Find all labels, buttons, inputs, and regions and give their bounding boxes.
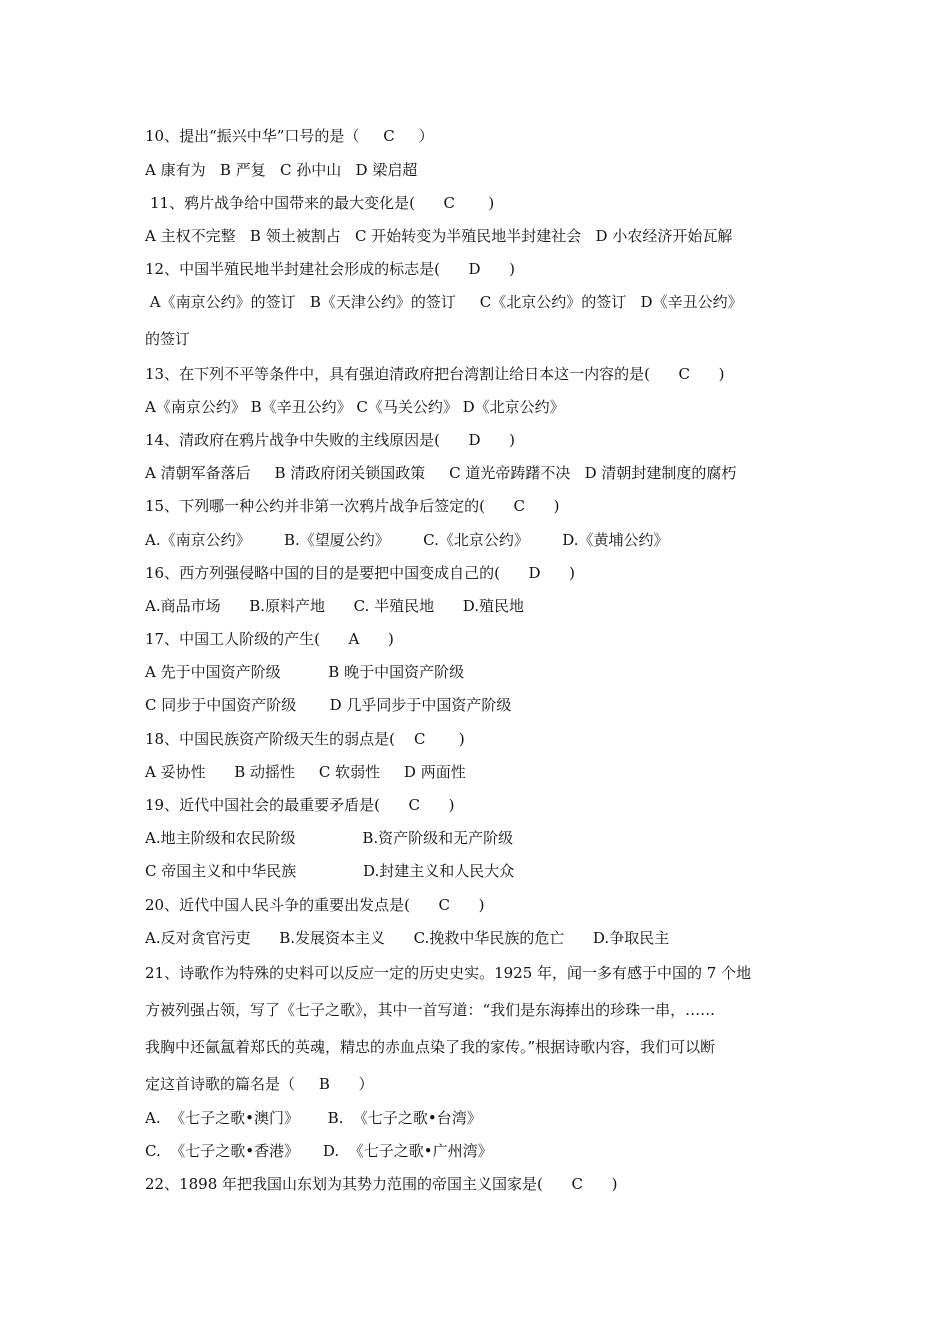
text-line: A《南京公约》的签订 B《天津公约》的签订 C《北京公约》的签订 D《辛丑公约》 xyxy=(145,293,743,311)
text-line: 定这首诗歌的篇名是（ B ） xyxy=(145,1075,374,1093)
text-line: A 主权不完整 B 领土被割占 C 开始转变为半殖民地半封建社会 D 小农经济开始瓦解 xyxy=(145,227,733,245)
text-line: A 妥协性 B 动摇性 C 软弱性 D 两面性 xyxy=(145,763,466,781)
text-line: 20、近代中国人民斗争的重要出发点是( C ) xyxy=(145,896,485,914)
text-line: A. 《七子之歌•澳门》 B. 《七子之歌•台湾》 xyxy=(145,1109,482,1127)
text-line: 17、中国工人阶级的产生( A ) xyxy=(145,630,394,648)
text-line: A 先于中国资产阶级 B 晚于中国资产阶级 xyxy=(145,663,465,681)
text-line: A.《南京公约》 B.《望厦公约》 C.《北京公约》 D.《黄埔公约》 xyxy=(145,531,669,549)
text-line: C. 《七子之歌•香港》 D. 《七子之歌•广州湾》 xyxy=(145,1142,493,1160)
text-line: 21、诗歌作为特殊的史料可以反应一定的历史史实。1925 年，闻一多有感于中国的 7 个地 xyxy=(145,964,752,982)
text-line: A《南京公约》 B《辛丑公约》 C《马关公约》 D《北京公约》 xyxy=(145,398,565,416)
text-line: A.商品市场 B.原料产地 C. 半殖民地 D.殖民地 xyxy=(145,597,524,615)
text-line: 10、提出“振兴中华”口号的是（ C ） xyxy=(145,127,434,145)
text-line: 18、中国民族资产阶级天生的弱点是( C ) xyxy=(145,730,465,748)
text-line: 22、1898 年把我国山东划为其势力范围的帝国主义国家是( C ) xyxy=(145,1175,618,1193)
text-line: 方被列强占领，写了《七子之歌》，其中一首写道：“我们是东海捧出的珍珠一串，…… xyxy=(145,1001,716,1019)
text-line: A.反对贪官污吏 B.发展资本主义 C.挽救中华民族的危亡 D.争取民主 xyxy=(145,929,670,947)
text-line: 16、西方列强侵略中国的目的是要把中国变成自己的( D ) xyxy=(145,564,576,582)
text-line: 12、中国半殖民地半封建社会形成的标志是( D ) xyxy=(145,260,516,278)
text-line: 的签订 xyxy=(145,330,191,348)
text-line: 13、在下列不平等条件中，具有强迫清政府把台湾割让给日本这一内容的是( C ) xyxy=(145,365,725,383)
text-line: C 帝国主义和中华民族 D.封建主义和人民大众 xyxy=(145,862,515,880)
text-line: 19、近代中国社会的最重要矛盾是( C ) xyxy=(145,796,455,814)
text-line: 11、鸦片战争给中国带来的最大变化是( C ) xyxy=(150,194,495,212)
text-line: A 康有为 B 严复 C 孙中山 D 梁启超 xyxy=(145,161,418,179)
text-line: C 同步于中国资产阶级 D 几乎同步于中国资产阶级 xyxy=(145,696,512,714)
text-line: 14、清政府在鸦片战争中失败的主线原因是( D ) xyxy=(145,431,516,449)
text-line: 我胸中还氤氲着郑氏的英魂，精忠的赤血点染了我的家传。”根据诗歌内容，我们可以断 xyxy=(145,1038,716,1056)
text-line: A 清朝军备落后 B 清政府闭关锁国政策 C 道光帝踌躇不决 D 清朝封建制度的腐朽 xyxy=(145,464,737,482)
text-line: A.地主阶级和农民阶级 B.资产阶级和无产阶级 xyxy=(145,829,514,847)
text-line: 15、下列哪一种公约并非第一次鸦片战争后签定的( C ) xyxy=(145,497,560,515)
